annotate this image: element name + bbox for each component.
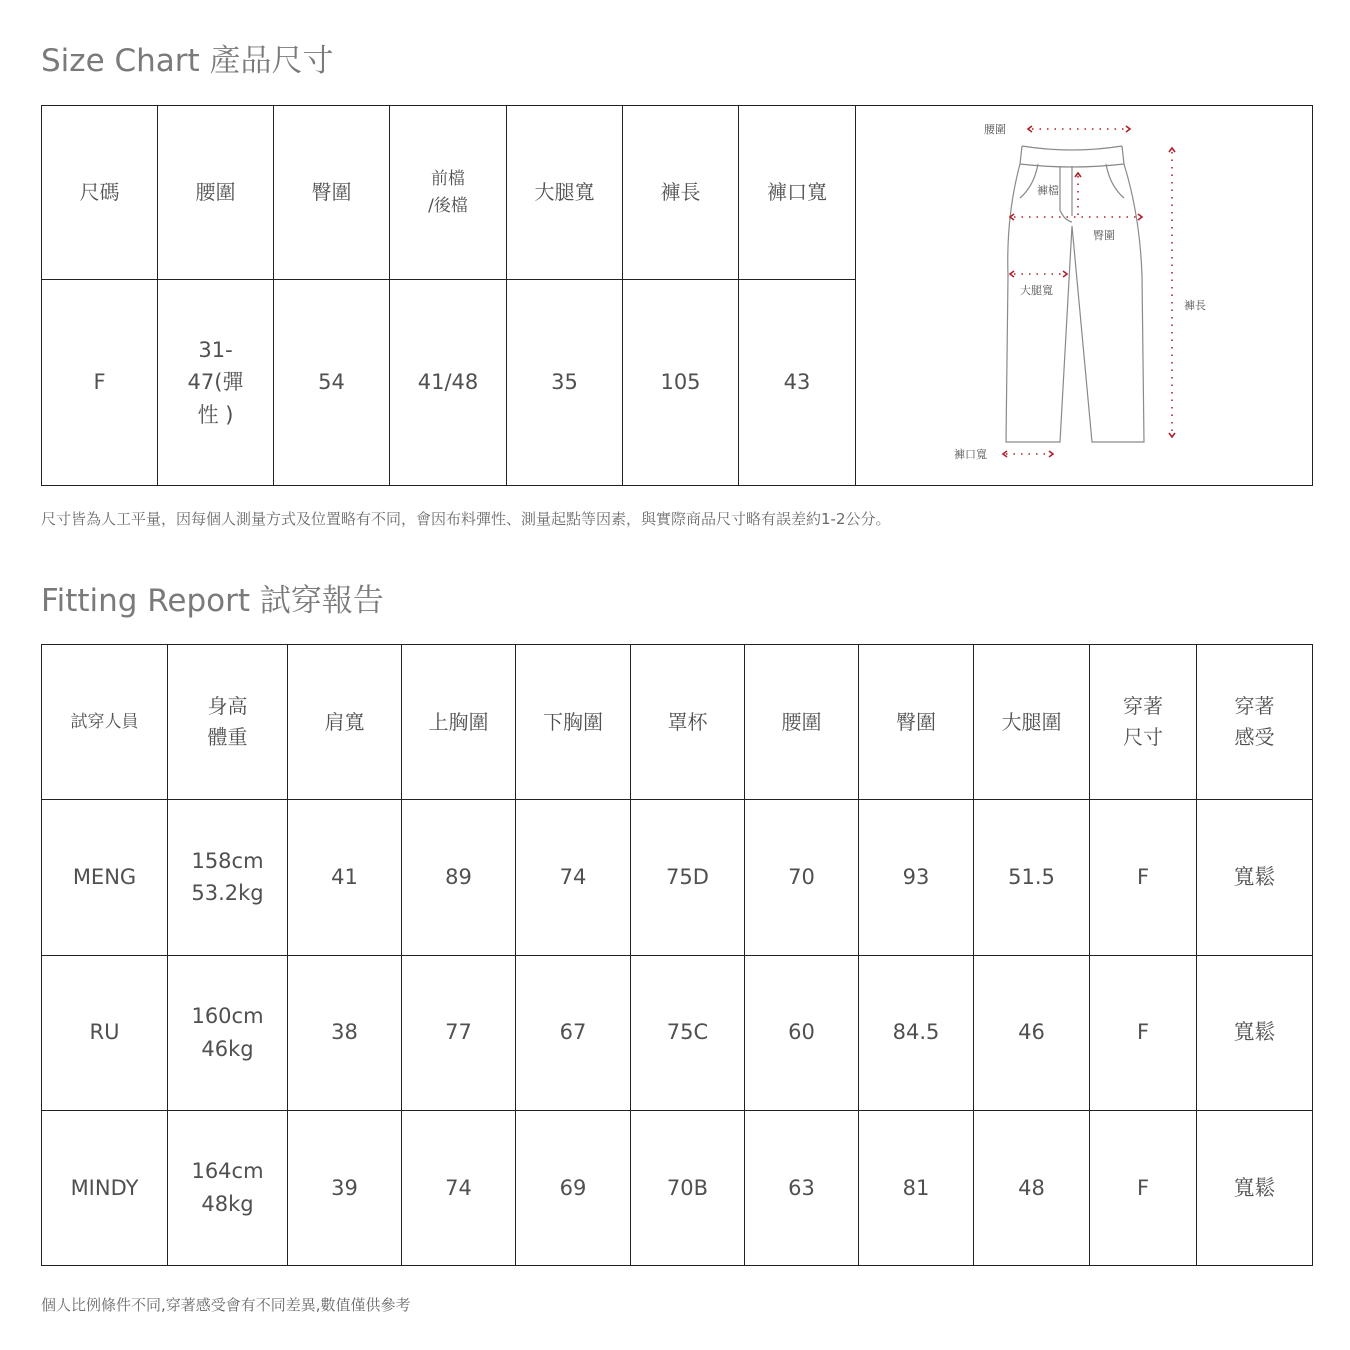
size-chart-header-cell: 褲口寬 xyxy=(739,106,856,280)
diagram-label-length: 褲長 xyxy=(1184,299,1206,312)
cell-line: 158cm xyxy=(191,848,264,873)
cell-line: 性 ) xyxy=(197,402,234,427)
size-chart-header-cell: 大腿寬 xyxy=(507,106,623,280)
fitting-report-cell: 74 xyxy=(516,800,631,955)
cell-line: 31- xyxy=(198,337,233,362)
size-chart-title: Size Chart 產品尺寸 xyxy=(41,43,334,79)
fitting-report-cell: 39 xyxy=(288,1110,402,1265)
pants-measurement-diagram xyxy=(856,106,1313,486)
cell-line: 48kg xyxy=(201,1191,254,1216)
pants-diagram-svg xyxy=(856,106,1312,486)
fitting-report-cell: F xyxy=(1090,800,1197,955)
left-pocket xyxy=(1020,164,1038,198)
cell-line: 前檔 xyxy=(431,169,465,190)
fitting-report-cell: 77 xyxy=(402,955,516,1110)
fitting-report-header-cell: 下胸圍 xyxy=(516,645,631,800)
fitting-report-cell: F xyxy=(1090,1110,1197,1265)
fitting-report-cell: 84.5 xyxy=(859,955,974,1110)
fitting-report-cell: 70 xyxy=(745,800,859,955)
diagram-label-rise: 褲檔 xyxy=(1037,184,1059,197)
right-pocket xyxy=(1106,164,1124,198)
cell-line: 53.2kg xyxy=(191,881,264,906)
size-chart-note: 尺寸皆為人工平量，因每個人測量方式及位置略有不同，會因布料彈性、測量起點等因素，與實際商品尺寸略有誤差約1-2公分。 xyxy=(41,510,891,528)
cell-line: 164cm xyxy=(191,1159,264,1184)
fitting-report-row xyxy=(42,955,1313,1110)
cell-line: 感受 xyxy=(1234,725,1275,750)
fitting-report-header-cell: 臀圍 xyxy=(859,645,974,800)
fitting-report-row xyxy=(42,800,1313,955)
cell-line: /後檔 xyxy=(428,195,468,216)
fitting-report-cell: 70B xyxy=(631,1110,745,1265)
fitting-report-cell: 寬鬆 xyxy=(1197,800,1313,955)
fitting-report-header-cell xyxy=(1197,645,1313,800)
fitting-report-cell: 81 xyxy=(859,1110,974,1265)
fitting-report-cell: 67 xyxy=(516,955,631,1110)
fitting-report-cell: 75D xyxy=(631,800,745,955)
size-chart-cell: 41/48 xyxy=(390,280,507,486)
fitting-report-cell: 48 xyxy=(974,1110,1090,1265)
fitting-report-header-cell: 罩杯 xyxy=(631,645,745,800)
size-chart-header-cell: 腰圍 xyxy=(158,106,274,280)
fitting-report-body xyxy=(42,800,1313,1266)
fitting-report-cell xyxy=(168,800,288,955)
size-chart-header-cell: 臀圍 xyxy=(274,106,390,280)
right-leg xyxy=(1072,164,1144,442)
fitting-report-cell: 93 xyxy=(859,800,974,955)
diagram-label-waist: 腰圍 xyxy=(984,123,1006,136)
fitting-report-cell xyxy=(168,955,288,1110)
fitting-report-header-cell: 大腿圍 xyxy=(974,645,1090,800)
diagram-label-hem: 褲口寬 xyxy=(954,448,987,461)
fitting-report-cell: RU xyxy=(42,955,168,1110)
fitting-report-cell: 60 xyxy=(745,955,859,1110)
fitting-report-cell: 63 xyxy=(745,1110,859,1265)
fitting-report-note: 個人比例條件不同,穿著感受會有不同差異,數值僅供參考 xyxy=(41,1296,411,1314)
fitting-report-cell: 51.5 xyxy=(974,800,1090,955)
size-chart-header-cell: 尺碼 xyxy=(42,106,158,280)
size-chart-cell: 35 xyxy=(507,280,623,486)
fitting-report-title: Fitting Report 試穿報告 xyxy=(41,583,384,619)
fitting-report-cell: F xyxy=(1090,955,1197,1110)
fly-stitch xyxy=(1060,166,1072,222)
fitting-report-cell: MENG xyxy=(42,800,168,955)
cell-line: 體重 xyxy=(207,725,248,750)
waistband-top xyxy=(1022,146,1122,150)
fitting-report-cell: 寬鬆 xyxy=(1197,1110,1313,1265)
fitting-report-header-cell xyxy=(168,645,288,800)
left-leg xyxy=(1006,164,1072,442)
size-chart-cell xyxy=(158,280,274,486)
size-chart-cell: 54 xyxy=(274,280,390,486)
cell-line: 穿著 xyxy=(1123,694,1163,719)
diagram-label-thigh: 大腿寬 xyxy=(1020,284,1053,297)
size-chart-header-cell: 褲長 xyxy=(623,106,739,280)
fitting-report-cell: 46 xyxy=(974,955,1090,1110)
size-chart-cell: 43 xyxy=(739,280,856,486)
cell-line: 160cm xyxy=(191,1004,264,1029)
fitting-report-cell xyxy=(168,1110,288,1265)
fitting-report-cell: 寬鬆 xyxy=(1197,955,1313,1110)
fitting-report-header-row xyxy=(42,645,1313,800)
fitting-report-header-cell: 上胸圍 xyxy=(402,645,516,800)
fitting-report-cell: 89 xyxy=(402,800,516,955)
fitting-report-cell: 69 xyxy=(516,1110,631,1265)
fitting-report-row xyxy=(42,1110,1313,1265)
cell-line: 47(彈 xyxy=(187,370,244,395)
fitting-report-header-cell: 試穿人員 xyxy=(42,645,168,800)
fitting-report-cell: MINDY xyxy=(42,1110,168,1265)
size-chart-header-cell xyxy=(390,106,507,280)
size-chart-header-row xyxy=(42,106,1313,280)
cell-line: 穿著 xyxy=(1234,694,1275,719)
size-chart-table xyxy=(41,105,1313,486)
fitting-report-cell: 75C xyxy=(631,955,745,1110)
waistband xyxy=(1020,146,1124,167)
fitting-report-header-cell xyxy=(1090,645,1197,800)
cell-line: 尺寸 xyxy=(1123,725,1163,750)
fitting-report-cell: 41 xyxy=(288,800,402,955)
fitting-report-cell: 38 xyxy=(288,955,402,1110)
diagram-label-hip: 臀圍 xyxy=(1093,229,1115,242)
fitting-report-header-cell: 腰圍 xyxy=(745,645,859,800)
fitting-report-table xyxy=(41,644,1313,1266)
size-chart-cell: 105 xyxy=(623,280,739,486)
size-chart-cell: F xyxy=(42,280,158,486)
fitting-report-header-cell: 肩寬 xyxy=(288,645,402,800)
cell-line: 身高 xyxy=(207,694,248,719)
fitting-report-cell: 74 xyxy=(402,1110,516,1265)
cell-line: 46kg xyxy=(201,1036,254,1061)
